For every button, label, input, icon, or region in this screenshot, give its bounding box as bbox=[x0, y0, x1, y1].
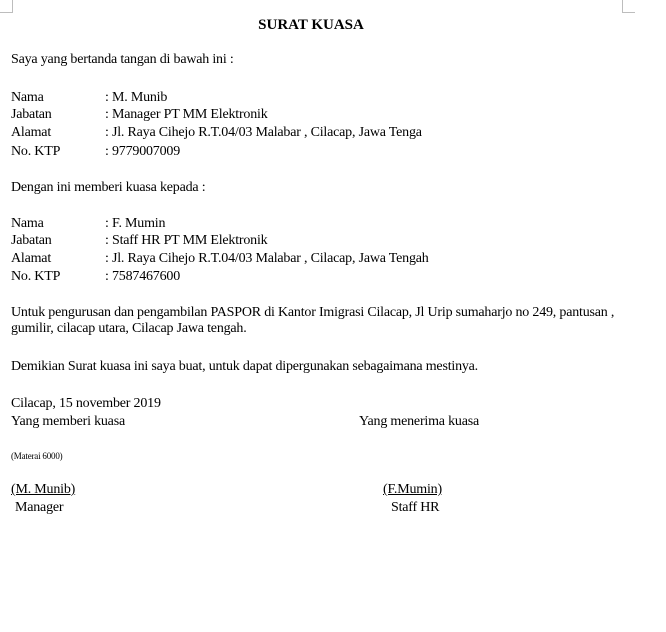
receiver-name: (F.Mumin) bbox=[383, 482, 442, 497]
field-value: : F. Mumin bbox=[105, 216, 166, 231]
field-label: Nama bbox=[11, 216, 44, 231]
grant-intro-text: Dengan ini memberi kuasa kepada : bbox=[11, 180, 206, 195]
field-label: No. KTP bbox=[11, 144, 61, 159]
receiver-label: Yang menerima kuasa bbox=[359, 414, 479, 429]
giver-title: Manager bbox=[15, 500, 64, 515]
field-value: : Staff HR PT MM Elektronik bbox=[105, 233, 268, 248]
field-label: Nama bbox=[11, 90, 44, 105]
page-corner-mark-right bbox=[622, 0, 635, 13]
document-title: SURAT KUASA bbox=[258, 17, 364, 33]
grantor-address-row bbox=[11, 125, 422, 141]
closing-text: Demikian Surat kuasa ini saya buat, untuk dapat dipergunakan sebagaimana mestinya. bbox=[11, 359, 478, 374]
field-label: Alamat bbox=[11, 125, 52, 140]
grantee-ktp-row bbox=[11, 269, 180, 285]
field-value: : Jl. Raya Cihejo R.T.04/03 Malabar , Cilacap, Jawa Tengah bbox=[105, 251, 429, 266]
grantee-position-row bbox=[11, 233, 267, 249]
place-date: Cilacap, 15 november 2019 bbox=[11, 396, 161, 411]
grantee-address-row bbox=[11, 251, 429, 267]
giver-label: Yang memberi kuasa bbox=[11, 414, 125, 429]
receiver-title: Staff HR bbox=[391, 500, 440, 515]
field-value: : Manager PT MM Elektronik bbox=[105, 107, 268, 122]
field-value: : 7587467600 bbox=[105, 269, 180, 284]
field-value: : 9779007009 bbox=[105, 144, 180, 159]
intro-text: Saya yang bertanda tangan di bawah ini : bbox=[11, 52, 234, 67]
field-label: Alamat bbox=[11, 251, 52, 266]
field-label: Jabatan bbox=[11, 107, 52, 122]
page-corner-mark-left bbox=[0, 0, 13, 13]
field-label: No. KTP bbox=[11, 269, 61, 284]
giver-name: (M. Munib) bbox=[11, 482, 76, 497]
grantee-name-row bbox=[11, 216, 165, 232]
grantor-position-row bbox=[11, 107, 268, 123]
purpose-paragraph: Untuk pengurusan dan pengambilan PASPOR di Kantor Imigrasi Cilacap, Jl Urip sumaharjo no 249, pantusan , gumilir, cilacap utara, Cilacap Jawa tengah. bbox=[11, 305, 615, 336]
stamp-note: (Materai 6000) bbox=[11, 451, 63, 461]
field-value: : Jl. Raya Cihejo R.T.04/03 Malabar , Cilacap, Jawa Tenga bbox=[105, 125, 422, 140]
grantor-name-row bbox=[11, 90, 167, 106]
field-value: : M. Munib bbox=[105, 90, 168, 105]
field-label: Jabatan bbox=[11, 233, 52, 248]
grantor-ktp-row bbox=[11, 144, 180, 160]
